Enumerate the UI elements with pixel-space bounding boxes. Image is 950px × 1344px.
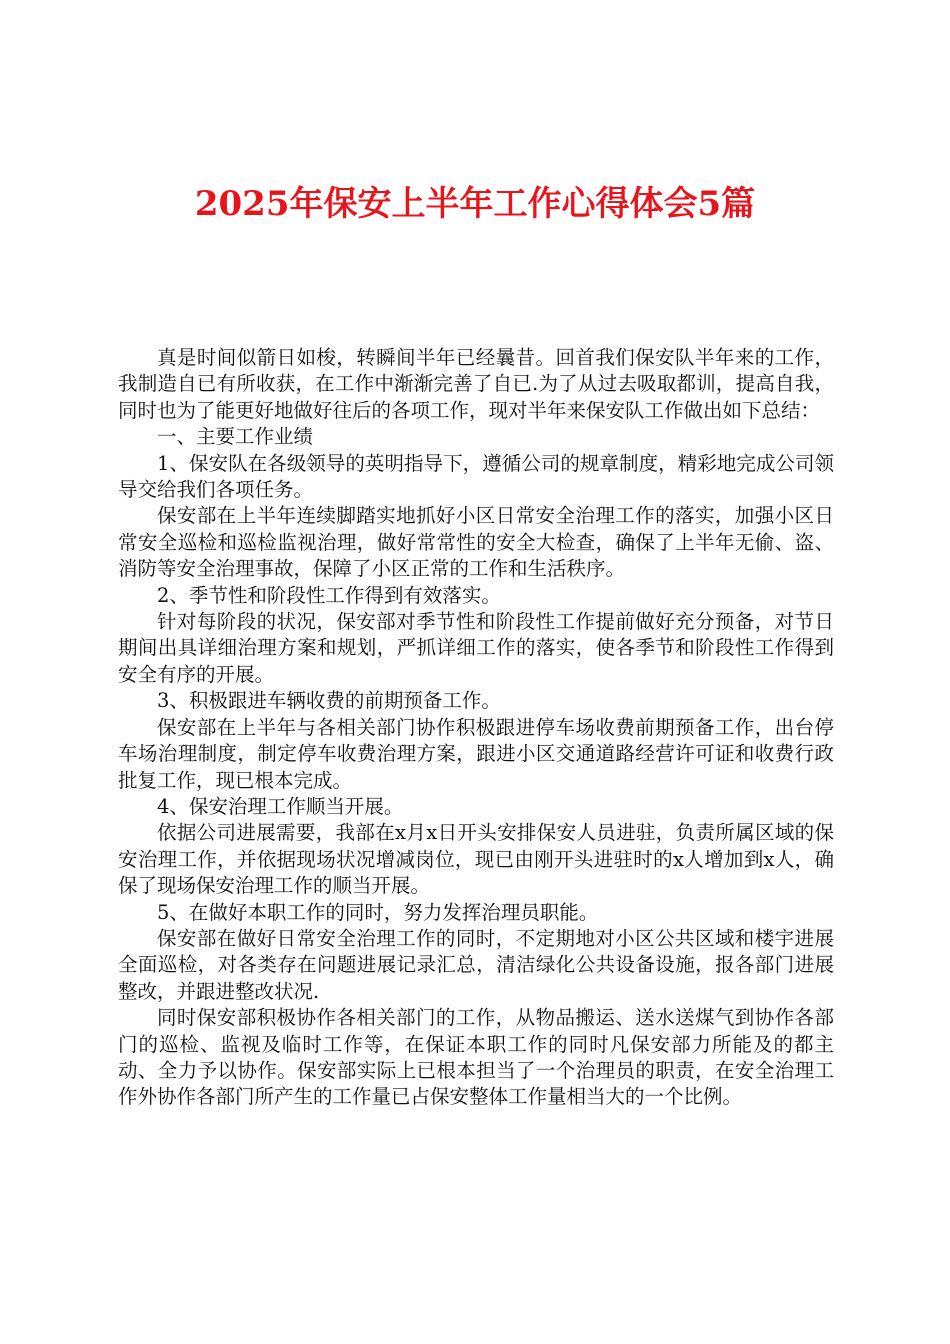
paragraph-item-1: 1、保安队在各级领导的英明指导下，遵循公司的规章制度，精彩地完成公司领导交给我们各项任务。 xyxy=(118,451,834,502)
paragraph-item-5-detail: 保安部在做好日常安全治理工作的同时，不定期地对小区公共区域和楼宇进展全面巡检，对各类存在问题进展记录汇总，清洁绿化公共设备设施，报各部门进展整改，并跟进整改状况. xyxy=(118,926,834,1003)
paragraph-item-2: 2、季节性和阶段性工作得到有效落实。 xyxy=(157,583,501,607)
paragraph-item-1-detail: 保安部在上半年连续脚踏实地抓好小区日常安全治理工作的落实，加强小区日常安全巡检和巡检监视治理，做好常常性的安全大检查，确保了上半年无偷、盗、消防等安全治理事故，保障了小区正常的工作和生活秩序。 xyxy=(118,504,834,581)
paragraph-item-5: 5、在做好本职工作的同时，努力发挥治理员职能。 xyxy=(157,900,599,924)
paragraph-intro: 真是时间似箭日如梭，转瞬间半年已经曩昔。回首我们保安队半年来的工作，我制造自已有所收获，在工作中渐渐完善了自已.为了从过去吸取都训，提高自我，同时也为了能更好地做好往后的各项工作，现对半年来保安队工作做出如下总结： xyxy=(118,346,834,422)
paragraph-item-4: 4、保安治理工作顺当开展。 xyxy=(157,794,404,818)
document-body xyxy=(118,345,834,1111)
paragraph-item-3-detail: 保安部在上半年与各相关部门协作积极跟进停车场收费前期预备工作，出台停车场治理制度，制定停车收费治理方案，跟进小区交通道路经营许可证和收费行政批复工作，现已根本完成。 xyxy=(118,715,834,792)
paragraph-item-3: 3、积极跟进车辆收费的前期预备工作。 xyxy=(157,689,501,713)
section-heading-main-achievements: 一、主要工作业绩 xyxy=(157,425,314,449)
paragraph-item-2-detail: 针对每阶段的状况，保安部对季节性和阶段性工作提前做好充分预备，对节日期间出具详细治理方案和规划，严抓详细工作的落实，使各季节和阶段性工作得到安全有序的开展。 xyxy=(118,610,834,686)
paragraph-item-4-detail: 依据公司进展需要，我部在x月x日开头安排保安人员进驻，负责所属区域的保安治理工作，并依据现场状况增减岗位，现已由刚开头进驻时的x人增加到x人，确保了现场保安治理工作的顺当开展。 xyxy=(118,821,834,898)
paragraph-item-5-cooperation: 同时保安部积极协作各相关部门的工作，从物品搬运、送水送煤气到协作各部门的巡检、监视及临时工作等，在保证本职工作的同时凡保安部力所能及的都主动、全力予以协作。保安部实际上已根本担当了一个治理员的职责，在安全治理工作外协作各部门所产生的工作量已占保安整体工作量相当大的一个比例。 xyxy=(118,1006,834,1109)
document-title: 2025年保安上半年工作心得体会5篇 xyxy=(194,184,756,224)
